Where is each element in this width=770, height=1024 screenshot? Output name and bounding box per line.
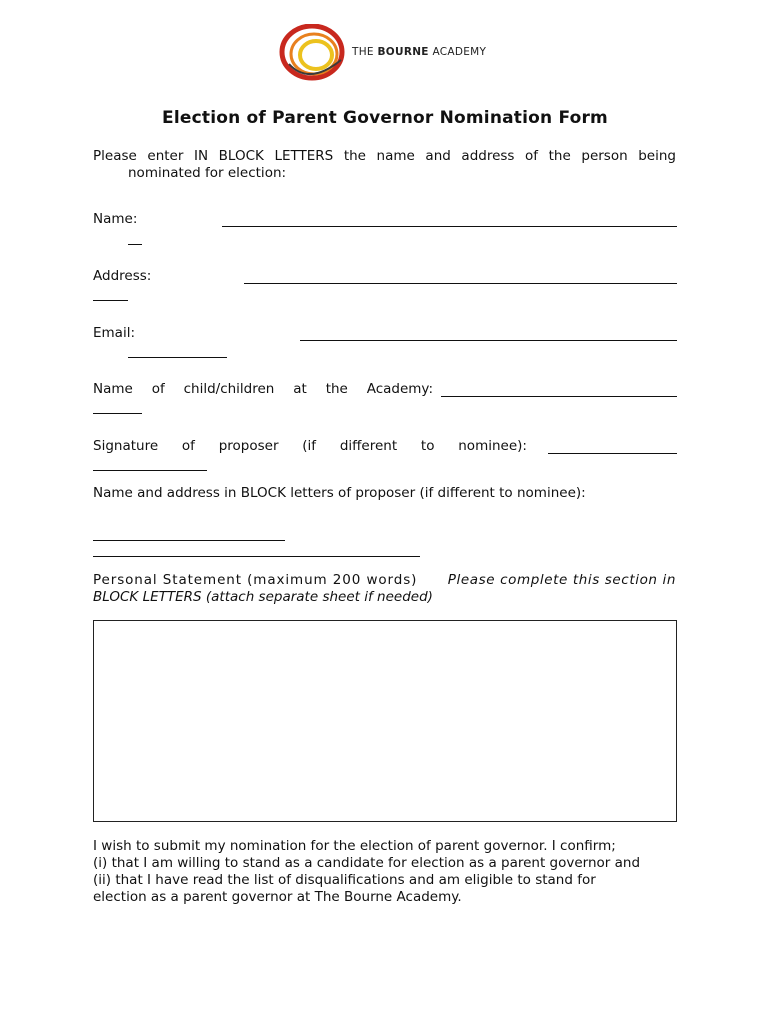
address-input-line[interactable] [244, 283, 677, 284]
signature-label-word: Signature [93, 438, 159, 454]
child-label-word: Name [93, 381, 133, 397]
school-logo [279, 24, 489, 82]
statement-label-italic: Please complete this section in [447, 572, 676, 588]
signature-label-word: proposer [218, 438, 279, 454]
signature-label-word: to [420, 438, 435, 454]
logo-prefix: THE [352, 46, 374, 58]
child-label-word: of [151, 381, 165, 397]
personal-statement-box[interactable] [93, 620, 677, 822]
logo-name: BOURNE [377, 46, 429, 58]
signature-label [93, 438, 527, 454]
statement-label-line-1 [93, 572, 676, 589]
declaration-line-2: (i) that I am willing to stand as a candidate for election as a parent governor and [93, 855, 641, 871]
signature-field-row [93, 438, 677, 478]
logo-swirl-icon [279, 24, 349, 82]
intro-line-1: Please enter IN BLOCK LETTERS the name and address of the person being [93, 148, 676, 164]
logo-suffix: ACADEMY [432, 46, 487, 58]
email-field-row [93, 325, 677, 365]
address-input-line-cont[interactable] [93, 300, 128, 301]
signature-label-word: of [181, 438, 195, 454]
child-label-word: child/children [183, 381, 275, 397]
proposer-input-line-2[interactable] [93, 556, 420, 557]
declaration-line-1: I wish to submit my nomination for the election of parent governor. I confirm; [93, 838, 616, 854]
child-label-word: the [325, 381, 348, 397]
child-label-word: Academy: [366, 381, 433, 397]
child-label-word: at [293, 381, 307, 397]
address-label: Address: [93, 268, 152, 284]
name-input-line[interactable] [222, 226, 677, 227]
signature-label-word: different [339, 438, 398, 454]
intro-text [93, 148, 676, 182]
proposer-field-row [93, 485, 677, 565]
declaration-line-3: (ii) that I have read the list of disqualifications and am eligible to stand for [93, 872, 596, 888]
signature-label-word: (if [302, 438, 317, 454]
email-input-line-cont[interactable] [128, 357, 227, 358]
child-name-field-row [93, 381, 677, 421]
email-input-line[interactable] [300, 340, 677, 341]
child-name-input-line[interactable] [441, 396, 677, 397]
name-input-line-cont[interactable] [128, 244, 142, 245]
name-label: Name: [93, 211, 138, 227]
child-name-label [93, 381, 433, 397]
proposer-input-line-1[interactable] [93, 540, 285, 541]
statement-label-normal: Personal Statement (maximum 200 words) [93, 572, 418, 588]
intro-line-2: nominated for election: [128, 165, 287, 181]
signature-label-word: nominee): [458, 438, 527, 454]
form-title: Election of Parent Governor Nomination Form [162, 108, 608, 128]
address-field-row [93, 268, 677, 308]
signature-input-line-cont[interactable] [93, 470, 207, 471]
signature-input-line[interactable] [548, 453, 677, 454]
logo-wordmark [352, 46, 486, 58]
email-label: Email: [93, 325, 136, 341]
declaration-text [93, 838, 676, 906]
declaration-line-4: election as a parent governor at The Bourne Academy. [93, 889, 462, 905]
statement-label-line-2: BLOCK LETTERS (attach separate sheet if needed) [93, 589, 433, 605]
name-field-row [93, 211, 677, 251]
proposer-label: Name and address in BLOCK letters of proposer (if different to nominee): [93, 485, 586, 501]
child-name-input-line-cont[interactable] [93, 413, 142, 414]
statement-label [93, 572, 676, 606]
